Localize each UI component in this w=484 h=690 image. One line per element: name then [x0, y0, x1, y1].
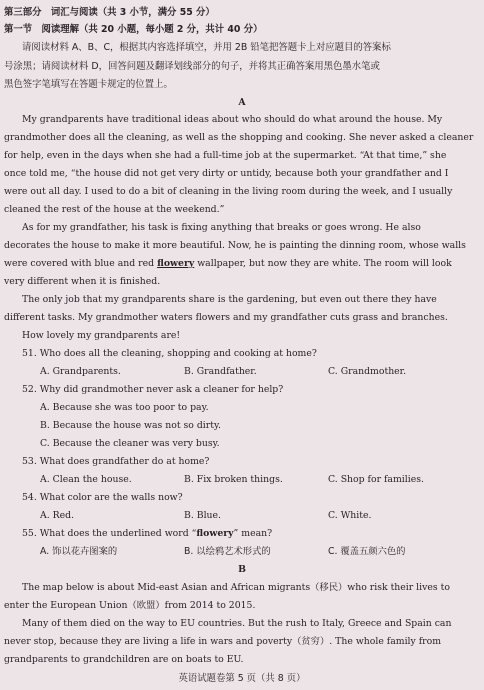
question-53: 53. What does grandfather do at home? [22, 456, 210, 467]
passage-b-line: enter the European Union（欧盟）from 2014 to 2015. [4, 600, 256, 611]
instructions-line-3: 黑色签字笔填写在答题卡规定的位置上。 [4, 79, 173, 90]
passage-b-line: The map below is about Mid-east Asian and African migrants（移民）who risk their lives to [22, 582, 450, 593]
passage-a-line: were out all day. I used to do a bit of cleaning in the living room during the week, and I usually [4, 186, 453, 197]
passage-a-line: for help, even in the days when she had a full-time job at the supermarket. “At that time,” she [4, 150, 447, 161]
passage-a-text: were covered with blue and red [4, 258, 155, 269]
option-51-c: C. Grandmother. [328, 366, 407, 377]
part-title: 第三部分 词汇与阅读（共 3 小节，满分 55 分） [4, 7, 215, 18]
option-54-c: C. White. [328, 510, 372, 521]
question-54: 54. What color are the walls now? [22, 492, 183, 503]
option-51-b: B. Grandfather. [184, 366, 257, 377]
passage-a-line: My grandparents have traditional ideas about who should do what around the house. My [22, 114, 443, 125]
passage-a-line [4, 258, 452, 270]
option-52-b: B. Because the house was not so dirty. [40, 420, 221, 431]
option-55-b: B. 以绘鸦艺术形式的 [184, 546, 271, 557]
passage-b-line: grandparents to grandchildren are on boats to EU. [4, 654, 244, 665]
option-52-a: A. Because she was too poor to pay. [40, 402, 209, 413]
passage-a-line: grandmother does all the cleaning, as well as the shopping and cooking. She never asked a cleaner [4, 132, 474, 143]
passage-b-line: never stop, because they are living a life in wars and poverty（贫穷）. The whole family from [4, 636, 442, 647]
instructions-line-2: 号涂黑；请阅读材料 D，回答问题及翻译划线部分的句子，并将其正确答案用黑色墨水笔或 [4, 61, 380, 72]
option-51-a: A. Grandparents. [40, 366, 121, 377]
option-53-a: A. Clean the house. [40, 474, 132, 485]
question-55 [22, 528, 272, 540]
option-52-c: C. Because the cleaner was very busy. [40, 438, 220, 449]
passage-b-heading: B [238, 564, 246, 575]
instructions-line-1: 请阅读材料 A、B、C，根据其内容选择填空，并用 2B 铅笔把答题卡上对应题目的答案标 [22, 42, 391, 53]
passage-a-line: cleaned the rest of the house at the weekend.” [4, 204, 225, 215]
question-55-word: flowery [196, 528, 234, 539]
passage-b-line: Many of them died on the way to EU countries. But the rush to Italy, Greece and Spain can [22, 618, 452, 629]
passage-a-text: wallpaper, but now they are white. The room will look [197, 258, 452, 269]
option-54-b: B. Blue. [184, 510, 221, 521]
question-55-text: 55. What does the underlined word “ [22, 528, 197, 539]
page-footer: 英语试题卷第 5 页（共 8 页） [178, 673, 306, 684]
passage-a-line: once told me, “the house did not get very dirty or untidy, because both your grandfather and I [4, 168, 449, 179]
passage-a-line: The only job that my grandparents share is the gardening, but even out there they have [22, 294, 437, 305]
question-52: 52. Why did grandmother never ask a cleaner for help? [22, 384, 284, 395]
passage-a-line: decorates the house to make it more beautiful. Now, he is painting the dinning room, whose walls [4, 240, 466, 251]
option-53-b: B. Fix broken things. [184, 474, 283, 485]
underlined-word-flowery: flowery [157, 258, 195, 269]
passage-a-line: different tasks. My grandmother waters flowers and my grandfather cuts grass and branches. [4, 312, 448, 323]
passage-a-line: How lovely my grandparents are! [22, 330, 181, 341]
question-55-text: ” mean? [233, 528, 273, 539]
option-53-c: C. Shop for families. [328, 474, 424, 485]
passage-a-heading: A [238, 97, 246, 108]
option-55-c: C. 覆盖五颜六色的 [328, 546, 406, 557]
question-51: 51. Who does all the cleaning, shopping and cooking at home? [22, 348, 317, 359]
option-55-a: A. 饰以花卉图案的 [40, 546, 118, 557]
passage-a-line: very different when it is finished. [4, 276, 161, 287]
passage-a-line: As for my grandfather, his task is fixing anything that breaks or goes wrong. He also [22, 222, 421, 233]
option-54-a: A. Red. [40, 510, 75, 521]
section-title: 第一节 阅读理解（共 20 小题，每小题 2 分，共计 40 分） [4, 24, 263, 35]
